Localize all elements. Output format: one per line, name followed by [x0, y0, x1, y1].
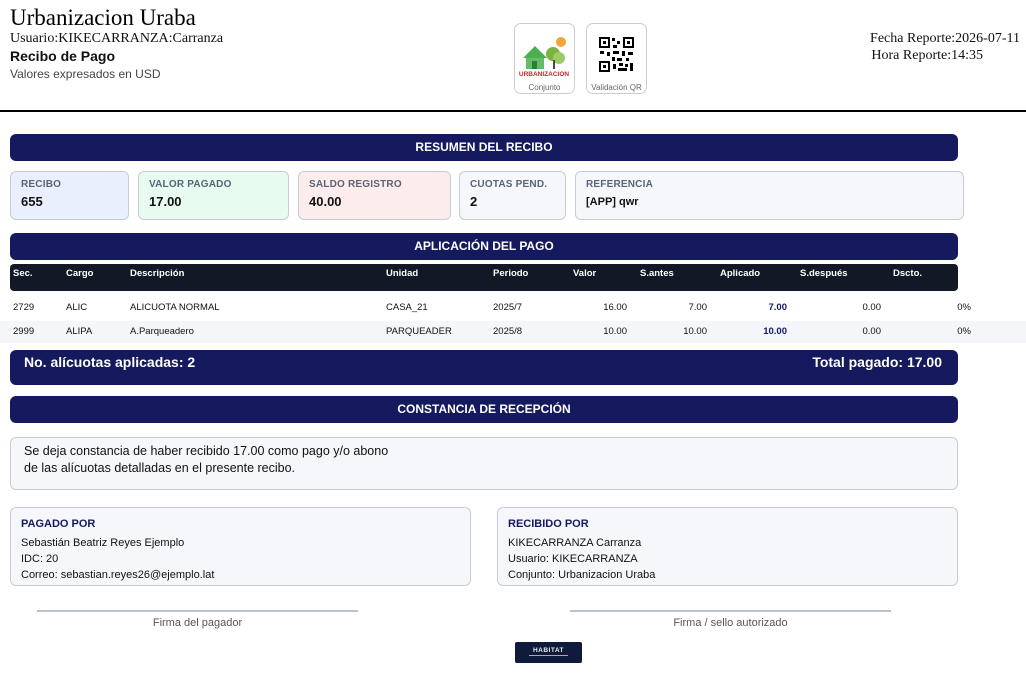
constancia-text — [10, 437, 958, 490]
logo-brand-text: URBANIZACION — [518, 71, 570, 78]
applied-count: No. alícuotas aplicadas: 2 — [24, 354, 196, 370]
cell-s-antes: 7.00 — [688, 302, 707, 313]
column-header-s-antes: S.antes — [640, 268, 674, 279]
recibido-por-title: RECIBIDO POR — [508, 518, 589, 530]
cell-cargo: ALIC — [66, 302, 88, 313]
constancia-line-1: Se deja constancia de haber recibido 17.00 como pago y/o abono — [24, 444, 389, 458]
pagado-por-title: PAGADO POR — [21, 518, 96, 530]
cell-periodo: 2025/8 — [493, 326, 523, 337]
cell-unidad: PARQUEADER — [386, 326, 452, 337]
column-header-periodo: Periodo — [493, 268, 529, 279]
footer-logo-text: HABITAT — [532, 647, 565, 654]
column-header-cargo: Cargo — [66, 268, 94, 279]
table-header — [10, 264, 958, 291]
table-row — [0, 297, 1026, 319]
total-paid: Total pagado: 17.00 — [812, 354, 942, 370]
cell-valor: 16.00 — [603, 302, 627, 313]
signature-line-pagador — [37, 610, 358, 612]
cell-s-despues: 0.00 — [862, 302, 881, 313]
report-time: Hora Reporte:14:35 — [871, 48, 983, 63]
column-header-aplicado: Aplicado — [720, 268, 761, 279]
constancia-line-2: de las alícuotas detalladas en el presente recibo. — [24, 461, 296, 475]
cell-dscto: 0% — [957, 302, 971, 313]
cell-periodo: 2025/7 — [493, 302, 523, 313]
summary-card-recibo — [10, 171, 129, 220]
summary-card-referencia — [575, 171, 964, 220]
cell-s-antes: 10.00 — [683, 326, 707, 337]
qr-code-icon — [598, 36, 635, 73]
company-name: Urbanizacion Uraba — [10, 5, 196, 30]
column-header-valor: Valor — [573, 268, 597, 279]
cell-dscto: 0% — [957, 326, 971, 337]
receiver-conjunto: Conjunto: Urbanizacion Uraba — [508, 569, 656, 581]
signature-line-autorizado — [570, 610, 891, 612]
column-header-sec: Sec. — [13, 268, 33, 279]
cell-cargo: ALIPA — [66, 326, 93, 337]
card-value: 40.00 — [309, 194, 342, 209]
currency-note: Valores expresados en USD — [10, 67, 161, 81]
cell-sec: 2729 — [13, 302, 35, 313]
section-aplicacion-title: APLICACIÓN DEL PAGO — [10, 233, 958, 260]
qr-validation[interactable] — [586, 23, 647, 94]
card-label: CUOTAS PEND. — [470, 179, 548, 190]
section-resumen-title: RESUMEN DEL RECIBO — [10, 134, 958, 161]
logo-conjunto-caption: Conjunto — [528, 83, 561, 92]
section-constancia-title: CONSTANCIA DE RECEPCIÓN — [10, 396, 958, 423]
recibido-por-card — [497, 507, 958, 586]
column-header-descripcion: Descripción — [130, 268, 185, 279]
user-line: Usuario:KIKECARRANZA:Carranza — [10, 31, 224, 46]
signature-label-pagador: Firma del pagador — [152, 617, 243, 629]
cell-descripcion: ALICUOTA NORMAL — [130, 302, 220, 313]
card-value: 17.00 — [149, 194, 182, 209]
card-label: RECIBO — [21, 179, 62, 190]
column-header-s-despues: S.después — [800, 268, 848, 279]
document-title: Recibo de Pago — [10, 48, 116, 64]
house-tree-logo-icon — [515, 28, 574, 86]
card-value: 655 — [21, 194, 43, 209]
signature-label-autorizado: Firma / sello autorizado — [673, 617, 788, 629]
payer-idc: IDC: 20 — [21, 553, 59, 565]
column-header-unidad: Unidad — [386, 268, 419, 279]
card-value: 2 — [470, 194, 478, 209]
card-value: [APP] qwr — [586, 196, 639, 208]
receiver-usuario: Usuario: KIKECARRANZA — [508, 553, 638, 565]
card-label: REFERENCIA — [586, 179, 654, 190]
footer-logo-stripe — [529, 655, 568, 656]
cell-unidad: CASA_21 — [386, 302, 428, 313]
report-date: Fecha Reporte:2026-07-11 — [870, 31, 1020, 46]
logo-qr-caption: Validación QR — [591, 83, 642, 92]
cell-aplicado: 10.00 — [763, 326, 787, 337]
footer-brand-logo — [515, 642, 582, 663]
cell-valor: 10.00 — [603, 326, 627, 337]
cell-descripcion: A.Parqueadero — [130, 326, 194, 337]
cell-aplicado: 7.00 — [768, 302, 787, 313]
card-label: VALOR PAGADO — [149, 179, 232, 190]
table-row — [0, 321, 1026, 343]
summary-card-cuotas-pend — [459, 171, 566, 220]
summary-card-valor-pagado — [138, 171, 289, 220]
header-divider — [0, 110, 1026, 112]
cell-s-despues: 0.00 — [862, 326, 881, 337]
card-label: SALDO REGISTRO — [309, 179, 402, 190]
column-header-dscto: Dscto. — [893, 268, 923, 279]
conjunto-logo — [514, 23, 575, 94]
pagado-por-card — [10, 507, 471, 586]
receiver-name: KIKECARRANZA Carranza — [508, 537, 642, 549]
totals-bar — [10, 350, 958, 385]
cell-sec: 2999 — [13, 326, 35, 337]
payer-name: Sebastián Beatriz Reyes Ejemplo — [21, 537, 185, 549]
payer-email: Correo: sebastian.reyes26@ejemplo.lat — [21, 569, 215, 581]
summary-card-saldo-registro — [298, 171, 451, 220]
